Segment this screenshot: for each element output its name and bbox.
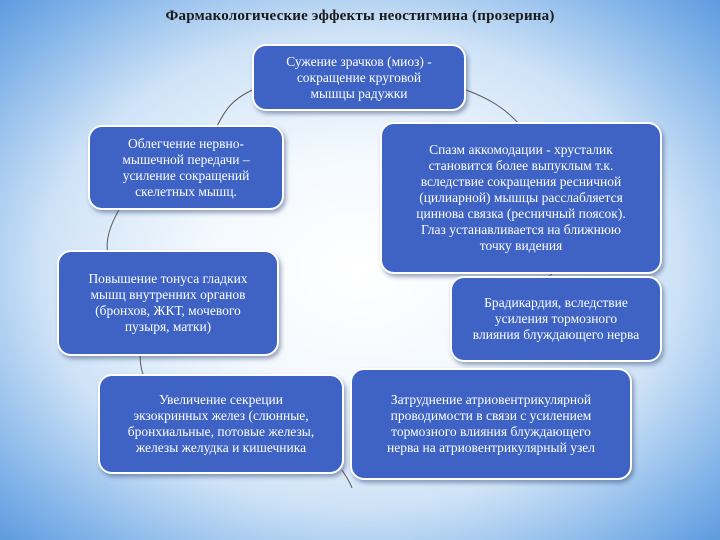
node-secretion-text: Увеличение секреции экзокринных желез (слюнные, бронхиальные, потовые железы, железы желудка и кишечника bbox=[127, 392, 315, 455]
node-neuromuscular bbox=[88, 125, 284, 210]
diagram-title: Фармакологические эффекты неостигмина (прозерина) bbox=[165, 8, 555, 24]
connector-miosis-to-neuromuscular bbox=[215, 90, 252, 130]
node-neuromuscular-text: Облегчение нервно- мышечной передачи – усиление сокращений скелетных мышц. bbox=[122, 135, 250, 199]
node-av-conduction bbox=[350, 368, 632, 480]
node-smooth-muscle-tone bbox=[57, 250, 279, 356]
node-accommodation-spasm-text: Спазм аккомодации - хрусталик становится более выпуклым т.к. вследствие сокращения ресничной (цилиарной) мышцы расслабляется циннова связка (ресничный поясок). Глаз устанавливается на ближнюю точку видения bbox=[416, 142, 626, 253]
connector-miosis-to-accommodation bbox=[466, 90, 520, 125]
node-bradycardia-text: Брадикардия, вследствие усиления тормозного влияния блуждающего нерва bbox=[472, 295, 640, 342]
node-miosis-text: Сужение зрачков (миоз) - сокращение круговой мышцы радужки bbox=[286, 53, 432, 101]
node-miosis bbox=[252, 44, 466, 111]
node-smooth-muscle-tone-text: Повышение тонуса гладких мышц внутренних органов (бронхов, ЖКТ, мочевого пузыря, матки) bbox=[88, 271, 248, 334]
connector-neuromuscular-to-smooth bbox=[107, 208, 120, 255]
node-av-conduction-text: Затруднение атриовентрикулярной проводимости в связи с усилением тормозного влияния блуждающего нерва на атриовентрикулярный узел bbox=[386, 392, 596, 455]
node-accommodation-spasm bbox=[380, 122, 662, 274]
node-bradycardia bbox=[450, 276, 662, 362]
connector-secretion-to-av bbox=[342, 470, 352, 488]
node-secretion bbox=[98, 374, 344, 474]
